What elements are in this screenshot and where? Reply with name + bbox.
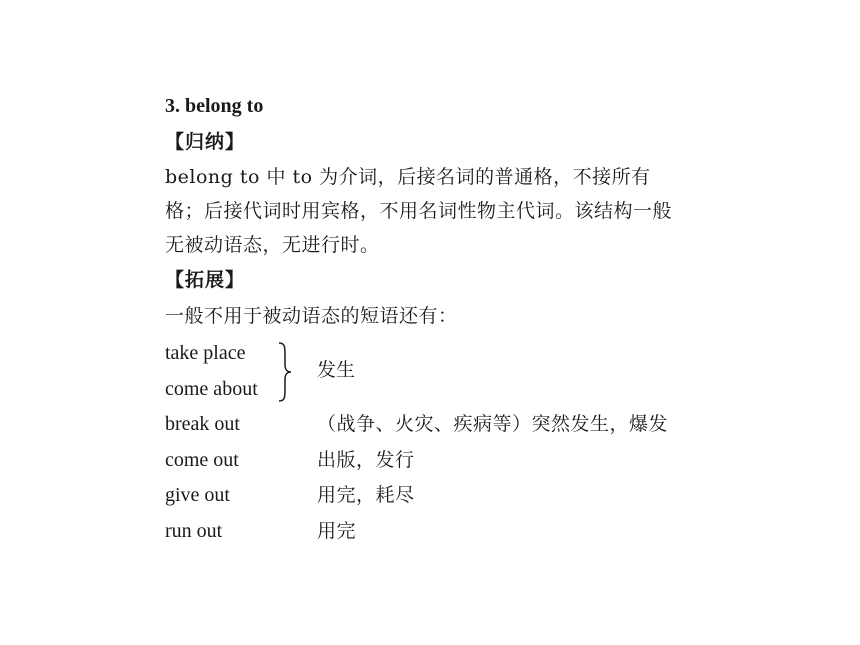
- extension-intro: 一般不用于被动语态的短语还有：: [165, 305, 458, 327]
- phrase-meaning: 出版，发行: [317, 448, 415, 471]
- extension-label: 【拓展】: [165, 269, 246, 291]
- phrase-list: [165, 336, 725, 549]
- note-content: [165, 88, 725, 549]
- list-item: [165, 407, 725, 443]
- phrase-text: break out: [165, 413, 240, 435]
- phrase-text: come about: [165, 377, 258, 400]
- summary-text: belong to 中 to 为介词，后接名词的普通格，不接所有格；后接代词时用宾格，不用名词性物主代词。该结构一般无被动语态，无进行时。: [165, 166, 673, 256]
- list-item: [165, 478, 725, 514]
- phrase-meaning: 用完，耗尽: [317, 484, 415, 506]
- phrase-text: give out: [165, 484, 230, 506]
- phrase-meaning: （战争、火灾、疾病等）突然发生，爆发: [317, 413, 669, 435]
- phrase-text: run out: [165, 519, 223, 542]
- phrase-text: take place: [165, 342, 246, 364]
- phrase-text: come out: [165, 448, 239, 471]
- list-item: [165, 336, 725, 372]
- section-title: 3. belong to: [165, 95, 264, 117]
- list-item: [165, 372, 725, 408]
- list-item: [165, 514, 725, 550]
- list-item: [165, 443, 725, 479]
- phrase-group: [165, 336, 725, 407]
- curly-brace-icon: [277, 341, 293, 403]
- phrase-meaning: 发生: [317, 359, 356, 381]
- summary-label: 【归纳】: [165, 131, 246, 153]
- phrase-meaning: 用完: [317, 519, 357, 542]
